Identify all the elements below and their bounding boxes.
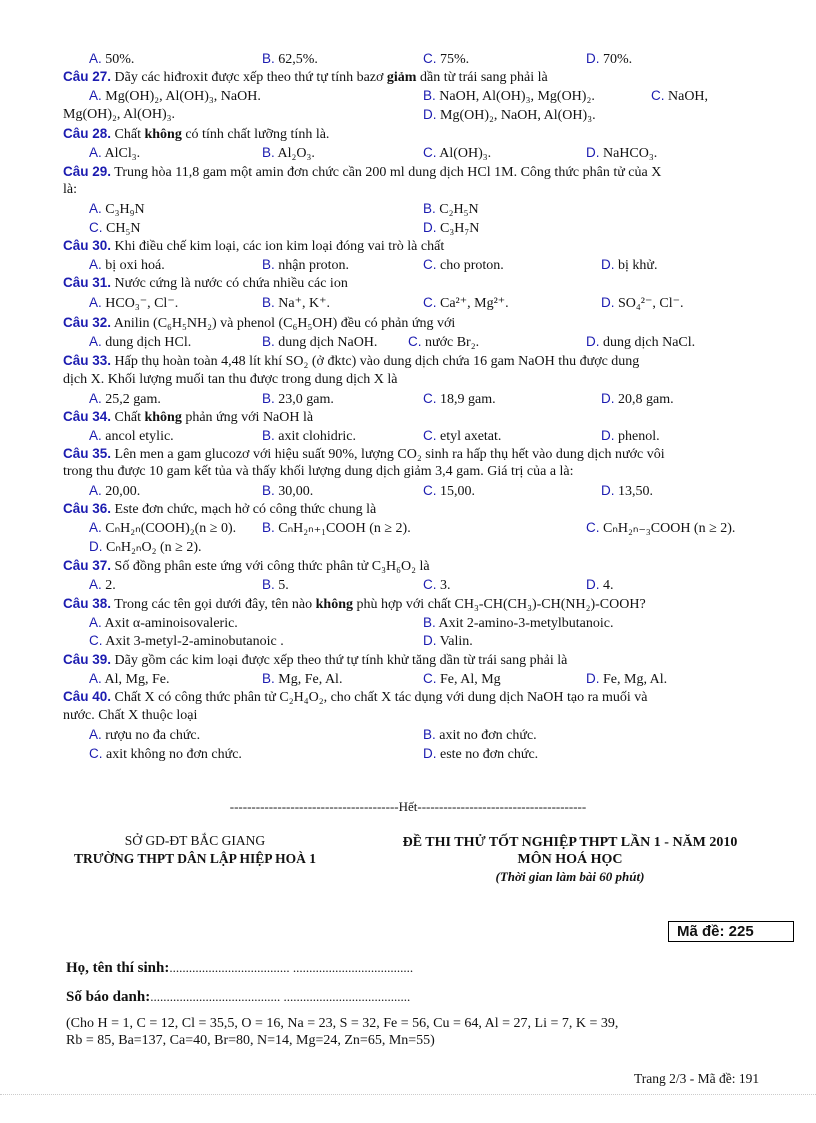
option-b: B. CₙH₂ₙ₊₁COOH (n ≥ 2). — [262, 520, 411, 536]
option-a: A. dung dịch HCl. — [89, 334, 192, 350]
option-d: D. dung dịch NaCl. — [586, 334, 696, 350]
question-27: Câu 27. Dãy các hiđroxit được xếp theo thứ tự tính bazơ giảm dần từ trái sang phải là — [63, 69, 548, 85]
option-c-continued: Mg(OH)₂, Al(OH)₃. — [63, 107, 176, 122]
question-35: Câu 35. Lên men a gam glucozơ với hiệu suất 90%, lượng CO₂ sinh ra hấp thụ hết vào dung dịch nước vôi — [63, 446, 665, 462]
option-c: C. nước Br₂. — [408, 334, 480, 350]
end-marker: ---------------------------------------Hết--------------------------------------- — [229, 799, 587, 814]
option-b: B. axit no đơn chức. — [423, 727, 537, 743]
student-name-line: Họ, tên thí sinh:..................................... ..................................... — [66, 960, 414, 976]
option-c: C. axit không no đơn chức. — [89, 746, 242, 762]
option-a: A. HCO₃⁻, Cl⁻. — [89, 295, 179, 311]
option-b: B. Al₂O₃. — [262, 145, 315, 161]
option-a: A. AlCl₃. — [89, 145, 141, 161]
option-a: A. 25,2 gam. — [89, 391, 161, 407]
student-id-line: Số báo danh:........................................ ....................................... — [66, 989, 411, 1005]
option-b: B. C₂H₅N — [423, 201, 479, 217]
question-39: Câu 39. Dãy gồm các kim loại được xếp theo thứ tự tính khử tăng dần từ trái sang phải là — [63, 652, 568, 668]
option-d: D. 13,50. — [601, 483, 653, 499]
subject-title: MÔN HOÁ HỌC — [517, 852, 623, 867]
option-c: C. 15,00. — [423, 483, 475, 499]
question-40-cont: nước. Chất X thuộc loại — [63, 708, 198, 723]
option-b: B. 5. — [262, 577, 289, 593]
option-b: B. axit clohidric. — [262, 428, 357, 444]
exam-code-box: Mã đề: 225 — [668, 921, 794, 942]
option-b: B. dung dịch NaOH. — [262, 334, 378, 350]
question-38: Câu 38. Trong các tên gọi dưới đây, tên nào không phù hợp với chất CH₃-CH(CH₃)-CH(NH₂)-COOH? — [63, 596, 646, 612]
option-c: C. CₙH₂ₙ₋₃COOH (n ≥ 2). — [586, 520, 736, 536]
question-35-cont: trong thu được 10 gam kết tủa và thấy khối lượng dung dịch giảm 3,4 gam. Giá trị của a là: — [63, 464, 574, 479]
option-c: C. 18,9 gam. — [423, 391, 496, 407]
option-a: A. ancol etylic. — [89, 428, 174, 444]
question-32: Câu 32. Anilin (C₆H₅NH₂) và phenol (C₆H₅OH) đều có phản ứng với — [63, 315, 456, 331]
question-33: Câu 33. Hấp thụ hoàn toàn 4,48 lít khí SO₂ (ở đktc) vào dung dịch chứa 16 gam NaOH thu được dung — [63, 353, 640, 369]
option-a: A. rượu no đa chức. — [89, 727, 201, 743]
atomic-masses-line-2: Rb = 85, Ba=137, Ca=40, Br=80, N=14, Mg=24, Zn=65, Mn=55) — [66, 1033, 435, 1048]
question-36: Câu 36. Este đơn chức, mạch hở có công thức chung là — [63, 501, 377, 517]
option-b: B. 30,00. — [262, 483, 314, 499]
option-a: A. Mg(OH)₂, Al(OH)₃, NaOH. — [89, 88, 261, 104]
option-b: B. nhận proton. — [262, 257, 350, 273]
option-c: C. etyl axetat. — [423, 428, 502, 444]
option-c: C. Axit 3-metyl-2-aminobutanoic . — [89, 633, 284, 649]
option-d: D. Mg(OH)₂, NaOH, Al(OH)₃. — [423, 107, 596, 123]
question-30: Câu 30. Khi điều chế kim loại, các ion kim loại đóng vai trò là chất — [63, 238, 445, 254]
option-a: A. 2. — [89, 577, 116, 593]
option-c: C. Fe, Al, Mg — [423, 671, 501, 687]
page-bottom-divider — [0, 1094, 816, 1095]
time-allowed: (Thời gian làm bài 60 phút) — [495, 869, 645, 884]
option-c: C. 75%. — [423, 51, 470, 67]
option-a: A. 20,00. — [89, 483, 141, 499]
question-31: Câu 31. Nước cứng là nước có chứa nhiều các ion — [63, 275, 348, 291]
option-d: D. CₙH₂ₙO₂ (n ≥ 2). — [89, 539, 202, 555]
question-40: Câu 40. Chất X có công thức phân tử C₂H₄O₂, cho chất X tác dụng với dung dịch NaOH tạo ra muối và — [63, 689, 648, 705]
option-b: B. Mg, Fe, Al. — [262, 671, 343, 687]
atomic-masses-line-1: (Cho H = 1, C = 12, Cl = 35,5, O = 16, Na = 23, S = 32, Fe = 56, Cu = 64, Al = 27, Li = 7, K = 39, — [66, 1016, 619, 1031]
option-c: C. Al(OH)₃. — [423, 145, 492, 161]
question-33-cont: dịch X. Khối lượng muối tan thu được trong dung dịch X là — [63, 372, 398, 387]
department-name: SỞ GD-ĐT BẮC GIANG — [124, 833, 266, 848]
option-a: A. CₙH₂ₙ(COOH)₂(n ≥ 0). — [89, 520, 237, 536]
option-b: B. NaOH, Al(OH)₃, Mg(OH)₂. — [423, 88, 595, 104]
option-d: D. 70%. — [586, 51, 633, 67]
question-34: Câu 34. Chất không phản ứng với NaOH là — [63, 409, 314, 425]
option-a: A. 50%. — [89, 51, 135, 67]
option-b: B. Na⁺, K⁺. — [262, 295, 330, 311]
option-b: B. 62,5%. — [262, 51, 318, 67]
option-d: D. Valin. — [423, 633, 473, 649]
option-c: C. NaOH, — [651, 88, 709, 104]
school-name: TRƯỜNG THPT DÂN LẬP HIỆP HOÀ 1 — [73, 851, 317, 866]
question-29: Câu 29. Trung hòa 11,8 gam một amin đơn chức cần 200 ml dung dịch HCl 1M. Công thức phân tử của X — [63, 164, 662, 180]
page-footer: Trang 2/3 - Mã đề: 191 — [634, 1071, 760, 1086]
option-d: D. NaHCO₃. — [586, 145, 658, 161]
option-c: C. CH₅N — [89, 220, 141, 236]
option-d: D. 4. — [586, 577, 614, 593]
question-28: Câu 28. Chất không có tính chất lưỡng tính là. — [63, 126, 330, 142]
option-d: D. este no đơn chức. — [423, 746, 539, 762]
option-d: D. bị khử. — [601, 257, 658, 273]
option-d: D. SO₄²⁻, Cl⁻. — [601, 295, 684, 311]
option-b: B. Axit 2-amino-3-metylbutanoic. — [423, 615, 614, 631]
question-29-cont: là: — [63, 182, 77, 197]
option-a: A. Axit α-aminoisovaleric. — [89, 615, 238, 631]
option-b: B. 23,0 gam. — [262, 391, 334, 407]
exam-title: ĐỀ THI THỬ TỐT NGHIỆP THPT LẦN 1 - NĂM 2010 — [402, 835, 738, 850]
option-d: D. Fe, Mg, Al. — [586, 671, 668, 687]
question-37: Câu 37. Số đồng phân este ứng với công thức phân tử C₃H₆O₂ là — [63, 558, 430, 574]
option-c: C. Ca²⁺, Mg²⁺. — [423, 295, 509, 311]
option-a: A. bị oxi hoá. — [89, 257, 165, 273]
option-c: C. cho proton. — [423, 257, 504, 273]
option-a: A. Al, Mg, Fe. — [89, 671, 170, 687]
option-c: C. 3. — [423, 577, 451, 593]
option-d: D. phenol. — [601, 428, 660, 444]
option-d: D. 20,8 gam. — [601, 391, 674, 407]
option-d: D. C₃H₇N — [423, 220, 480, 236]
option-a: A. C₃H₉N — [89, 201, 145, 217]
